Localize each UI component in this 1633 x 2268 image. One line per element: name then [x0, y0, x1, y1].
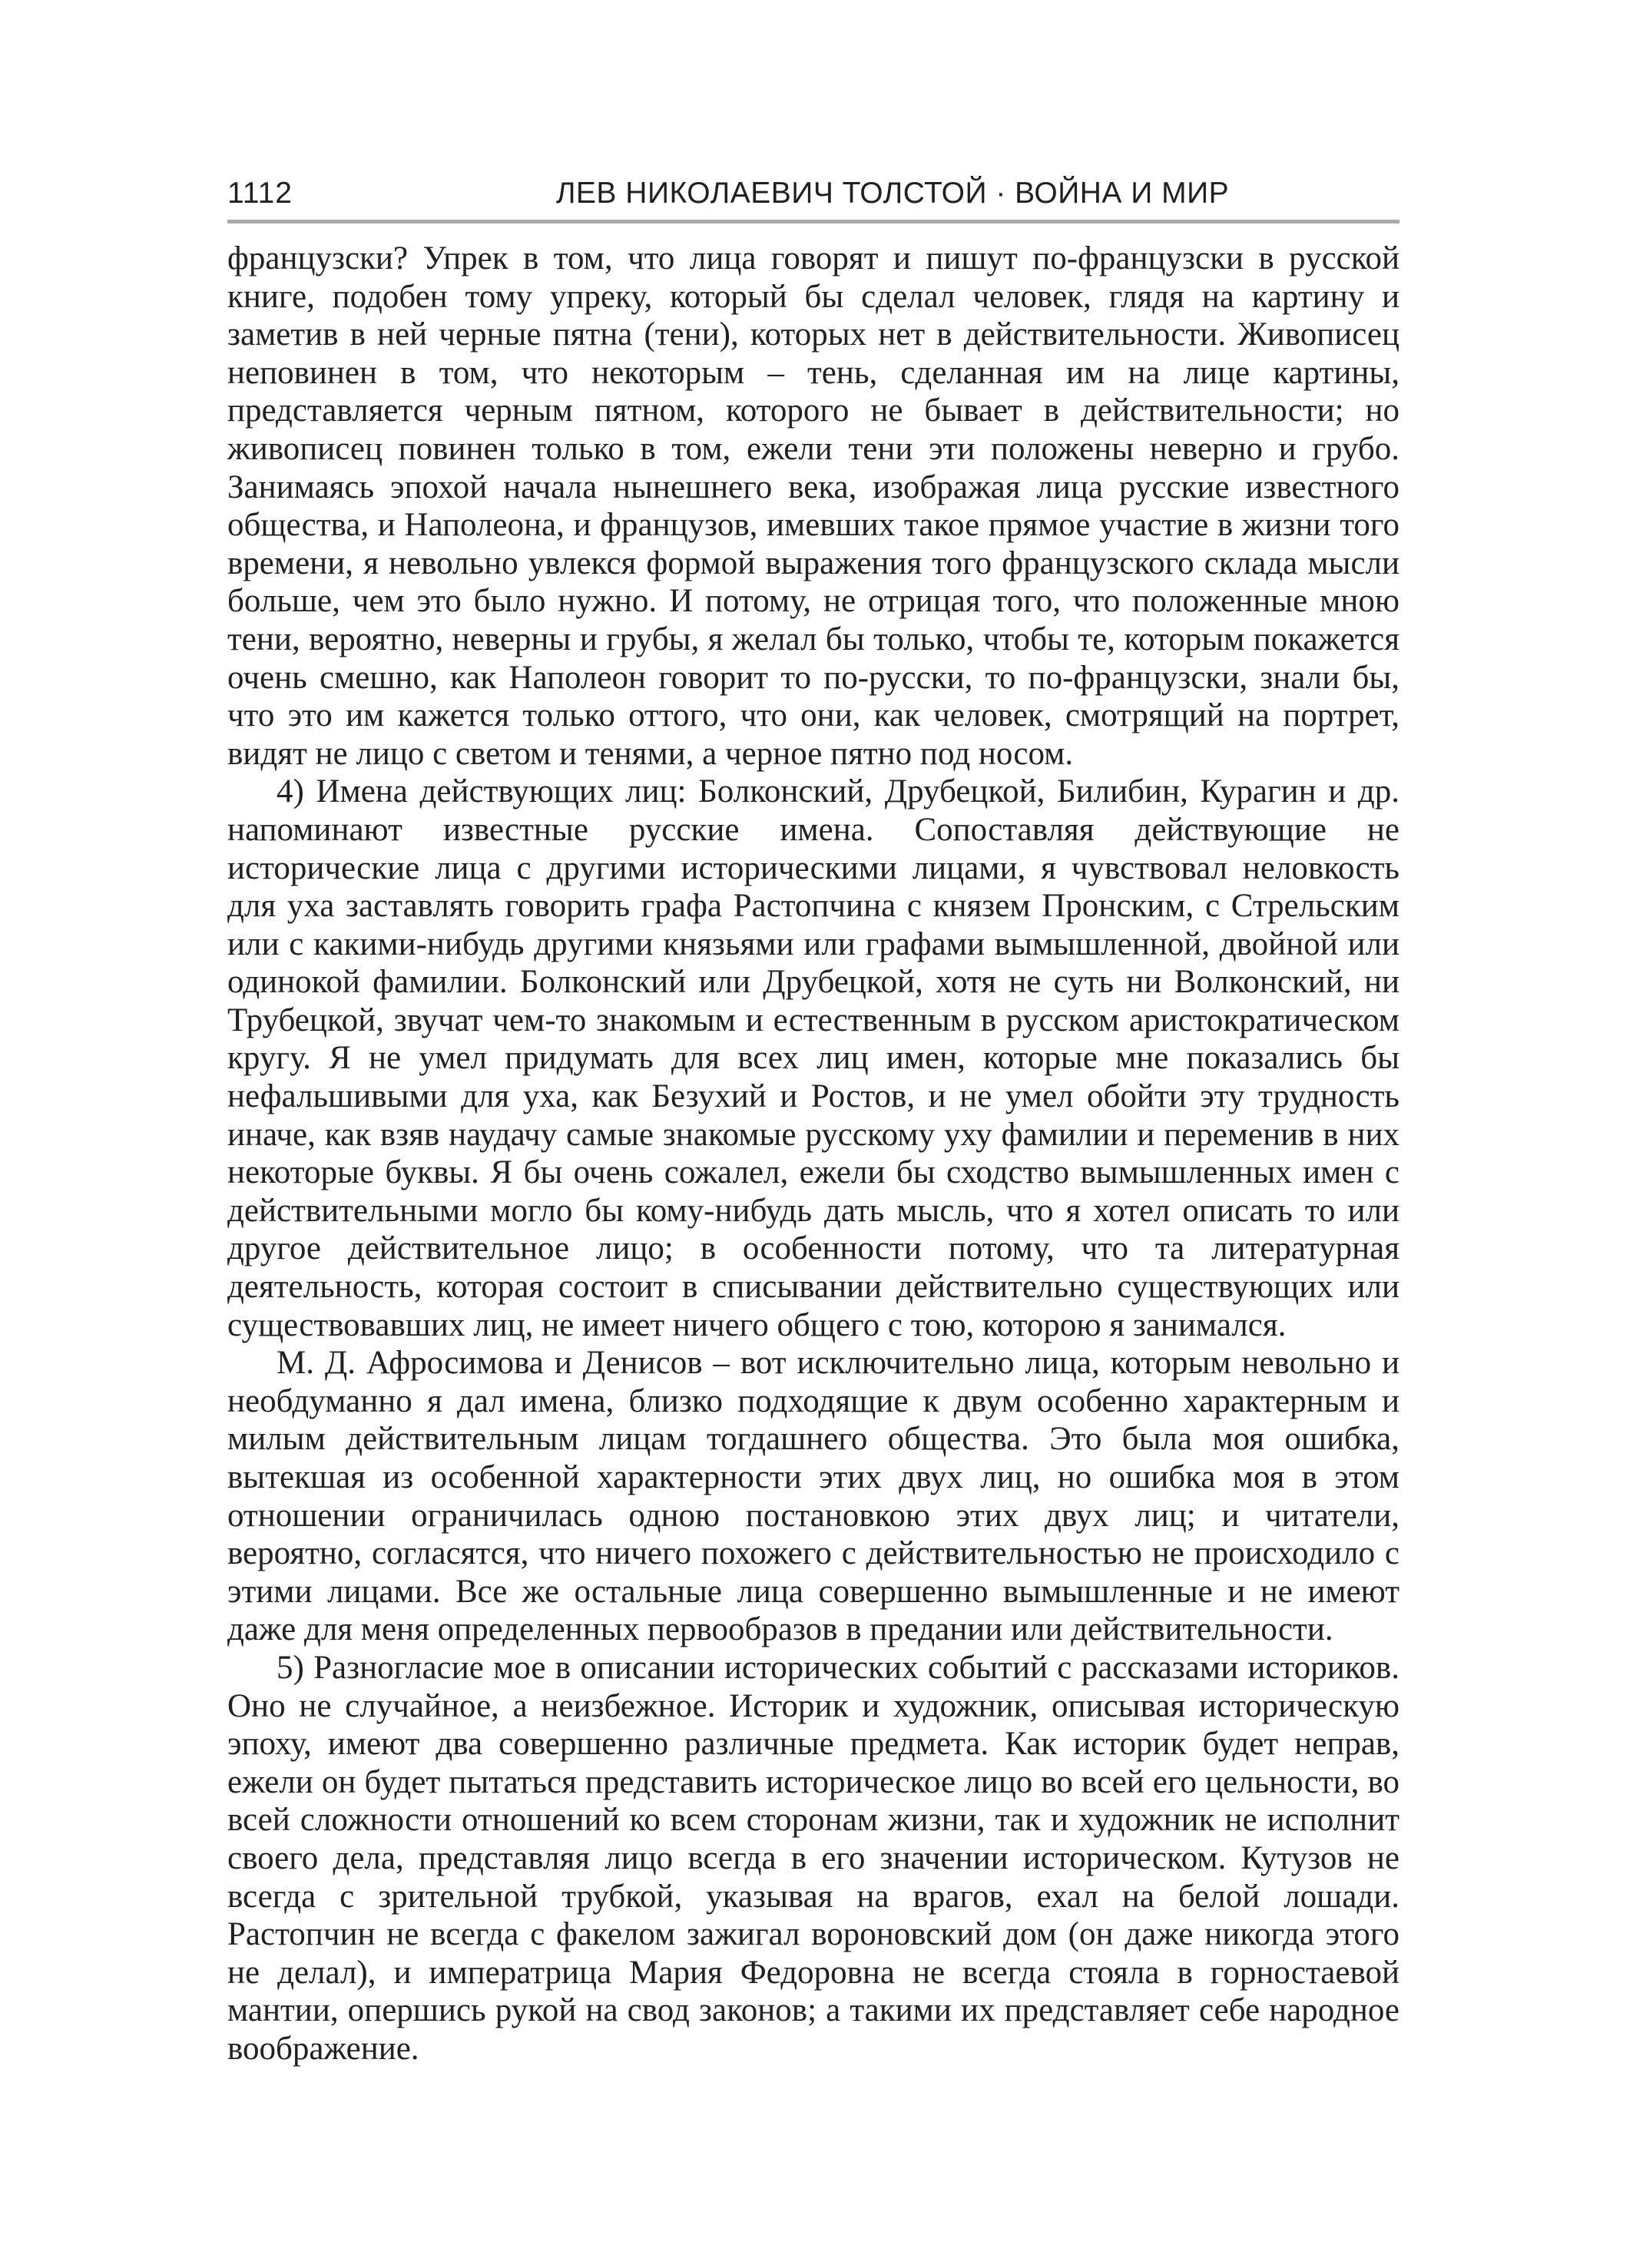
running-header	[227, 171, 1399, 224]
header-divider	[227, 220, 1399, 223]
paragraph: 4) Имена действующих лиц: Болконский, Друбецкой, Билибин, Курагин и др. напоминают известные русские имена. Сопоставляя действующие не исторические лица с другими историческими лицами, я чувствовал неловкость для уха заставлять говорить графа Растопчина с князем Пронским, с Стрельским или с какими-нибудь другими князьями или графами вымышленной, двойной или одинокой фамилии. Болконский или Друбецкой, хотя не суть ни Волконский, ни Трубецкой, звучат чем-то знакомым и естественным в русском аристократическом кругу. Я не умел придумать для всех лиц имен, которые мне показались бы нефальшивыми для уха, как Безухий и Ростов, и не умел обойти эту трудность иначе, как взяв наудачу самые знакомые русскому уху фамилии и переменив в них некоторые буквы. Я бы очень сожалел, ежели бы сходство вымышленных имен с действительными могло бы кому-нибудь дать мысль, что я хотел описать то или другое действительное лицо; в особенности потому, что та литературная деятельность, которая состоит в списывании действительно существующих или существовавших лиц, не имеет ничего общего с тою, которою я занимался.	[227, 773, 1399, 1343]
body-text	[227, 240, 1399, 2068]
running-title: ЛЕВ НИКОЛАЕВИЧ ТОЛСТОЙ · ВОЙНА И МИР	[555, 177, 1230, 210]
page-number: 1112	[227, 177, 293, 210]
paragraph: М. Д. Афросимова и Денисов – вот исключительно лица, которым невольно и необдуманно я дал имена, близко подходящие к двум особенно характерным и милым действительным лицам тогдашнего общества. Это была моя ошибка, вытекшая из особенной характерности этих двух лиц, но ошибка моя в этом отношении ограничилась одною постановкою этих двух лиц; и читатели, вероятно, согласятся, что ничего похожего с действительностью не происходило с этими лицами. Все же остальные лица совершенно вымышленные и не имеют даже для меня определенных первообразов в предании или действительности.	[227, 1345, 1399, 1648]
paragraph: французски? Упрек в том, что лица говорят и пишут по-французски в русской книге, подобен тому упреку, который бы сделал человек, глядя на картину и заметив в ней черные пятна (тени), которых нет в действительности. Живописец неповинен в том, что некоторым – тень, сделанная им на лице картины, представляется черным пятном, которого не бывает в действительности; но живописец повинен только в том, ежели тени эти положены неверно и грубо. Занимаясь эпохой начала нынешнего века, изображая лица русские известного общества, и Наполеона, и французов, имевших такое прямое участие в жизни того времени, я невольно увлекся формой выражения того французского склада мысли больше, чем это было нужно. И потому, не отрицая того, что положенные мною тени, вероятно, неверны и грубы, я желал бы только, чтобы те, которым покажется очень смешно, как Наполеон говорит то по-русски, то по-французски, знали бы, что это им кажется только оттого, что они, как человек, смотрящий на портрет, видят не лицо с светом и тенями, а черное пятно под носом.	[227, 240, 1399, 772]
paragraph: 5) Разногласие мое в описании исторических событий с рассказами историков. Оно не случайное, а неизбежное. Историк и художник, описывая историческую эпоху, имеют два совершенно различные предмета. Как историк будет неправ, ежели он будет пытаться представить историческое лицо во всей его цельности, во всей сложности отношений ко всем сторонам жизни, так и художник не исполнит своего дела, представляя лицо всегда в его значении историческом. Кутузов не всегда с зрительной трубкой, указывая на врагов, ехал на белой лошади. Растопчин не всегда с факелом зажигал вороновский дом (он даже никогда этого не делал), и императрица Мария Федоровна не всегда стояла в горностаевой мантии, опершись рукой на свод законов; а такими их представляет себе народное воображение.	[227, 1649, 1399, 2067]
